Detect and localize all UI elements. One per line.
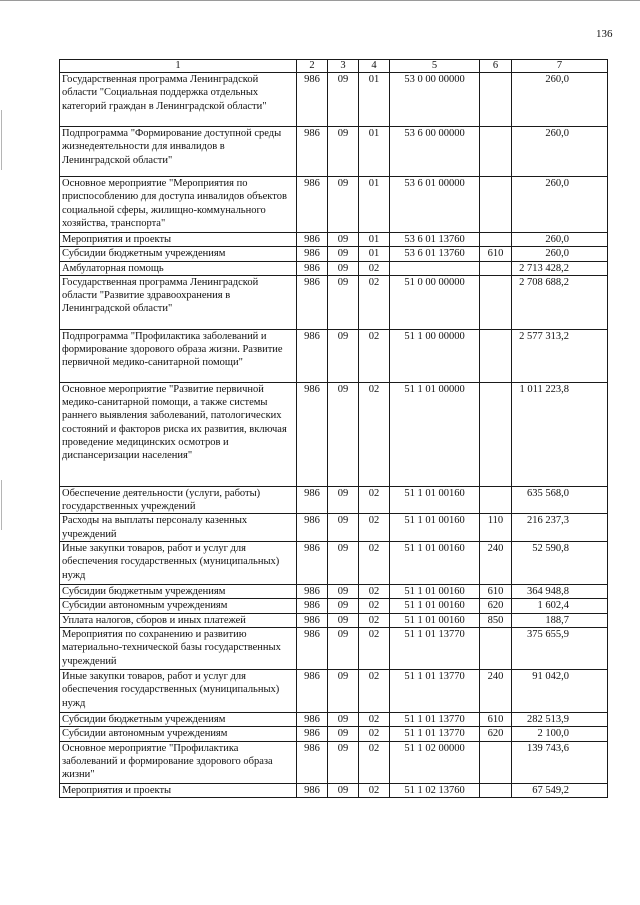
code-cell: 09 [328, 741, 359, 783]
code-cell: 986 [297, 486, 328, 514]
code-cell: 986 [297, 382, 328, 486]
header-cell: 5 [390, 60, 480, 73]
table-row [60, 669, 608, 712]
header-cell: 2 [297, 60, 328, 73]
amount-cell: 216 237,3 [512, 514, 608, 542]
code-cell: 986 [297, 514, 328, 542]
amount-cell: 260,0 [512, 73, 608, 127]
code-cell: 986 [297, 177, 328, 233]
table-row [60, 233, 608, 247]
code-cell: 610 [480, 247, 512, 261]
code-cell: 02 [359, 727, 390, 741]
code-cell: 986 [297, 261, 328, 275]
table-row [60, 247, 608, 261]
code-cell: 53 6 01 13760 [390, 247, 480, 261]
table-row [60, 727, 608, 741]
row-name-cell: Иные закупки товаров, работ и услуг для обеспечения государственных (муниципальных) нужд [60, 669, 297, 712]
code-cell: 53 6 00 00000 [390, 127, 480, 177]
code-cell: 09 [328, 727, 359, 741]
row-name-cell: Субсидии бюджетным учреждениям [60, 585, 297, 599]
code-cell: 09 [328, 177, 359, 233]
amount-cell: 91 042,0 [512, 669, 608, 712]
amount-cell: 375 655,9 [512, 627, 608, 669]
code-cell: 09 [328, 669, 359, 712]
code-cell: 240 [480, 669, 512, 712]
code-cell: 01 [359, 127, 390, 177]
header-cell: 6 [480, 60, 512, 73]
row-name-cell: Расходы на выплаты персоналу казенных учреждений [60, 514, 297, 542]
code-cell [480, 382, 512, 486]
code-cell [480, 233, 512, 247]
code-cell: 620 [480, 599, 512, 613]
table-row [60, 783, 608, 797]
amount-cell: 2 100,0 [512, 727, 608, 741]
amount-cell: 2 713 428,2 [512, 261, 608, 275]
code-cell: 620 [480, 727, 512, 741]
amount-cell: 67 549,2 [512, 783, 608, 797]
amount-cell: 2 577 313,2 [512, 329, 608, 382]
code-cell: 02 [359, 275, 390, 329]
code-cell: 02 [359, 382, 390, 486]
code-cell: 02 [359, 783, 390, 797]
row-name-cell: Мероприятия и проекты [60, 783, 297, 797]
code-cell: 51 1 01 00160 [390, 599, 480, 613]
code-cell: 09 [328, 712, 359, 726]
code-cell: 850 [480, 613, 512, 627]
code-cell: 09 [328, 486, 359, 514]
code-cell: 02 [359, 514, 390, 542]
code-cell: 09 [328, 514, 359, 542]
code-cell: 986 [297, 727, 328, 741]
code-cell: 986 [297, 599, 328, 613]
code-cell: 51 1 01 00160 [390, 486, 480, 514]
row-name-cell: Государственная программа Ленинградской области "Развитие здравоохранения в Ленинградской области" [60, 275, 297, 329]
code-cell: 02 [359, 741, 390, 783]
table-row [60, 613, 608, 627]
amount-cell: 364 948,8 [512, 585, 608, 599]
top-rule [0, 0, 640, 1]
code-cell: 09 [328, 542, 359, 585]
code-cell: 986 [297, 613, 328, 627]
code-cell: 09 [328, 382, 359, 486]
code-cell: 51 1 01 00160 [390, 585, 480, 599]
row-name-cell: Субсидии автономным учреждениям [60, 599, 297, 613]
code-cell: 53 0 00 00000 [390, 73, 480, 127]
table-row [60, 73, 608, 127]
code-cell: 986 [297, 73, 328, 127]
table-row [60, 585, 608, 599]
amount-cell: 188,7 [512, 613, 608, 627]
code-cell [480, 783, 512, 797]
code-cell: 51 1 01 00160 [390, 542, 480, 585]
row-name-cell: Субсидии автономным учреждениям [60, 727, 297, 741]
code-cell: 986 [297, 127, 328, 177]
table-row [60, 127, 608, 177]
amount-cell: 260,0 [512, 127, 608, 177]
row-name-cell: Уплата налогов, сборов и иных платежей [60, 613, 297, 627]
code-cell: 986 [297, 329, 328, 382]
code-cell: 110 [480, 514, 512, 542]
code-cell: 986 [297, 669, 328, 712]
code-cell: 240 [480, 542, 512, 585]
table-row [60, 514, 608, 542]
amount-cell: 2 708 688,2 [512, 275, 608, 329]
row-name-cell: Мероприятия по сохранению и развитию материально-технической базы государственных учреждений [60, 627, 297, 669]
code-cell [480, 329, 512, 382]
code-cell: 51 1 01 00000 [390, 382, 480, 486]
page-number: 136 [596, 28, 613, 40]
table-row [60, 177, 608, 233]
code-cell: 02 [359, 627, 390, 669]
code-cell: 01 [359, 177, 390, 233]
code-cell: 09 [328, 261, 359, 275]
code-cell: 02 [359, 261, 390, 275]
amount-cell: 282 513,9 [512, 712, 608, 726]
code-cell: 986 [297, 712, 328, 726]
code-cell: 51 1 02 00000 [390, 741, 480, 783]
amount-cell: 1 602,4 [512, 599, 608, 613]
code-cell: 51 1 01 00160 [390, 613, 480, 627]
code-cell: 51 1 01 13770 [390, 712, 480, 726]
code-cell [480, 73, 512, 127]
table-row [60, 542, 608, 585]
code-cell: 51 1 01 13770 [390, 669, 480, 712]
table-row [60, 627, 608, 669]
code-cell: 02 [359, 329, 390, 382]
row-name-cell: Подпрограмма "Формирование доступной среды жизнедеятельности для инвалидов в Ленинградской области" [60, 127, 297, 177]
table-row [60, 712, 608, 726]
code-cell: 986 [297, 247, 328, 261]
scan-edge-mark [1, 110, 2, 170]
code-cell: 986 [297, 783, 328, 797]
table-row [60, 261, 608, 275]
amount-cell: 139 743,6 [512, 741, 608, 783]
code-cell: 02 [359, 669, 390, 712]
row-name-cell: Основное мероприятие "Мероприятия по приспособлению для доступа инвалидов объектов социальной сферы, жилищно-коммунального хозяйства, транспорта" [60, 177, 297, 233]
code-cell: 02 [359, 486, 390, 514]
code-cell [480, 177, 512, 233]
row-name-cell: Субсидии бюджетным учреждениям [60, 712, 297, 726]
row-name-cell: Основное мероприятие "Развитие первичной медико-санитарной помощи, а также системы раннего выявления заболеваний, патологических состояний и факторов риска их развития, включая проведение медицинских осмотров и диспансеризации населения" [60, 382, 297, 486]
header-row [60, 60, 608, 73]
table-row [60, 275, 608, 329]
code-cell: 09 [328, 783, 359, 797]
table-row [60, 599, 608, 613]
code-cell: 02 [359, 599, 390, 613]
code-cell: 09 [328, 127, 359, 177]
row-name-cell: Обеспечение деятельности (услуги, работы) государственных учреждений [60, 486, 297, 514]
code-cell: 09 [328, 247, 359, 261]
code-cell: 986 [297, 233, 328, 247]
code-cell: 09 [328, 73, 359, 127]
code-cell [480, 275, 512, 329]
header-cell: 7 [512, 60, 608, 73]
code-cell: 53 6 01 00000 [390, 177, 480, 233]
amount-cell: 260,0 [512, 247, 608, 261]
row-name-cell: Государственная программа Ленинградской области "Социальная поддержка отдельных категорий граждан в Ленинградской области" [60, 73, 297, 127]
code-cell [480, 741, 512, 783]
amount-cell: 1 011 223,8 [512, 382, 608, 486]
code-cell: 986 [297, 585, 328, 599]
code-cell [480, 627, 512, 669]
code-cell: 01 [359, 247, 390, 261]
code-cell: 986 [297, 741, 328, 783]
code-cell: 09 [328, 599, 359, 613]
code-cell: 09 [328, 627, 359, 669]
code-cell: 02 [359, 712, 390, 726]
amount-cell: 52 590,8 [512, 542, 608, 585]
code-cell: 02 [359, 613, 390, 627]
budget-table [59, 59, 608, 798]
code-cell [390, 261, 480, 275]
code-cell: 09 [328, 275, 359, 329]
amount-cell: 260,0 [512, 233, 608, 247]
code-cell [480, 127, 512, 177]
row-name-cell: Амбулаторная помощь [60, 261, 297, 275]
code-cell: 51 0 00 00000 [390, 275, 480, 329]
header-cell: 1 [60, 60, 297, 73]
code-cell: 53 6 01 13760 [390, 233, 480, 247]
code-cell: 986 [297, 542, 328, 585]
code-cell: 51 1 01 13770 [390, 727, 480, 741]
code-cell: 02 [359, 542, 390, 585]
code-cell: 610 [480, 585, 512, 599]
table-row [60, 329, 608, 382]
header-cell: 3 [328, 60, 359, 73]
amount-cell: 635 568,0 [512, 486, 608, 514]
code-cell: 986 [297, 627, 328, 669]
row-name-cell: Основное мероприятие "Профилактика заболеваний и формирование здорового образа жизни" [60, 741, 297, 783]
header-cell: 4 [359, 60, 390, 73]
row-name-cell: Иные закупки товаров, работ и услуг для обеспечения государственных (муниципальных) нужд [60, 542, 297, 585]
code-cell: 09 [328, 329, 359, 382]
code-cell: 09 [328, 613, 359, 627]
code-cell: 51 1 00 00000 [390, 329, 480, 382]
table-row [60, 741, 608, 783]
amount-cell: 260,0 [512, 177, 608, 233]
code-cell: 986 [297, 275, 328, 329]
code-cell: 51 1 02 13760 [390, 783, 480, 797]
code-cell: 51 1 01 13770 [390, 627, 480, 669]
table-row [60, 486, 608, 514]
code-cell: 02 [359, 585, 390, 599]
row-name-cell: Мероприятия и проекты [60, 233, 297, 247]
row-name-cell: Субсидии бюджетным учреждениям [60, 247, 297, 261]
code-cell [480, 261, 512, 275]
row-name-cell: Подпрограмма "Профилактика заболеваний и формирование здорового образа жизни. Развитие первичной медико-санитарной помощи" [60, 329, 297, 382]
code-cell: 51 1 01 00160 [390, 514, 480, 542]
code-cell: 01 [359, 233, 390, 247]
code-cell: 09 [328, 585, 359, 599]
table-row [60, 382, 608, 486]
code-cell: 09 [328, 233, 359, 247]
code-cell: 610 [480, 712, 512, 726]
code-cell [480, 486, 512, 514]
code-cell: 01 [359, 73, 390, 127]
scan-edge-mark [1, 480, 2, 530]
